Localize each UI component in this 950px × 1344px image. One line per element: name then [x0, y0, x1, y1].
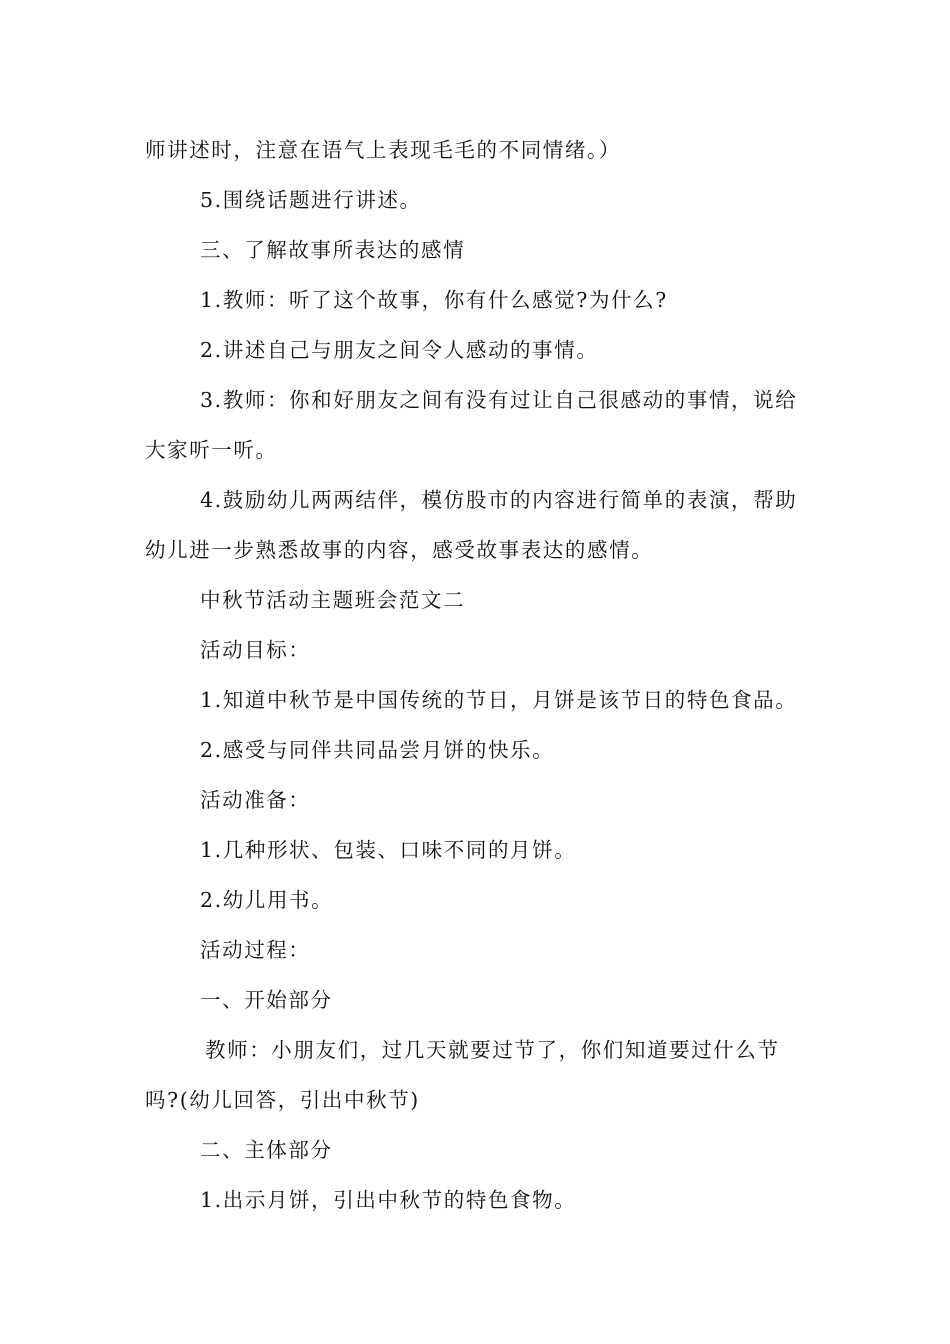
section-heading: 活动目标：: [200, 638, 311, 662]
document-title: 中秋节活动主题班会范文二: [200, 588, 466, 612]
paragraph-line: 吗?(幼儿回答，引出中秋节): [145, 1088, 420, 1112]
section-heading: 三、了解故事所表达的感情: [200, 238, 466, 262]
paragraph-line: 1.知道中秋节是中国传统的节日，月饼是该节日的特色食品。: [200, 688, 798, 712]
paragraph-line: 师讲述时，注意在语气上表现毛毛的不同情绪。）: [145, 138, 621, 162]
paragraph-line: 1.教师：听了这个故事，你有什么感觉?为什么?: [200, 288, 668, 312]
paragraph-line: 2.讲述自己与朋友之间令人感动的事情。: [200, 338, 599, 362]
paragraph-line: 5.围绕话题进行讲述。: [200, 188, 422, 212]
paragraph-line: 幼儿进一步熟悉故事的内容，感受故事表达的感情。: [145, 538, 654, 562]
section-heading: 一、开始部分: [200, 988, 333, 1012]
section-heading: 二、主体部分: [200, 1138, 333, 1162]
paragraph-line: 2.感受与同伴共同品尝月饼的快乐。: [200, 738, 555, 762]
paragraph-line: 大家听一听。: [145, 438, 278, 462]
section-heading: 活动过程：: [200, 938, 311, 962]
paragraph-line: 1.出示月饼，引出中秋节的特色食物。: [200, 1188, 577, 1212]
paragraph-line: 1.几种形状、包装、口味不同的月饼。: [200, 838, 577, 862]
paragraph-line: 2.幼儿用书。: [200, 888, 334, 912]
paragraph-line: 3.教师：你和好朋友之间有没有过让自己很感动的事情，说给: [200, 388, 798, 412]
paragraph-line: 4.鼓励幼儿两两结伴，模仿股市的内容进行简单的表演，帮助: [200, 488, 798, 512]
section-heading: 活动准备：: [200, 788, 311, 812]
paragraph-line: 教师：小朋友们，过几天就要过节了，你们知道要过什么节: [205, 1038, 780, 1062]
